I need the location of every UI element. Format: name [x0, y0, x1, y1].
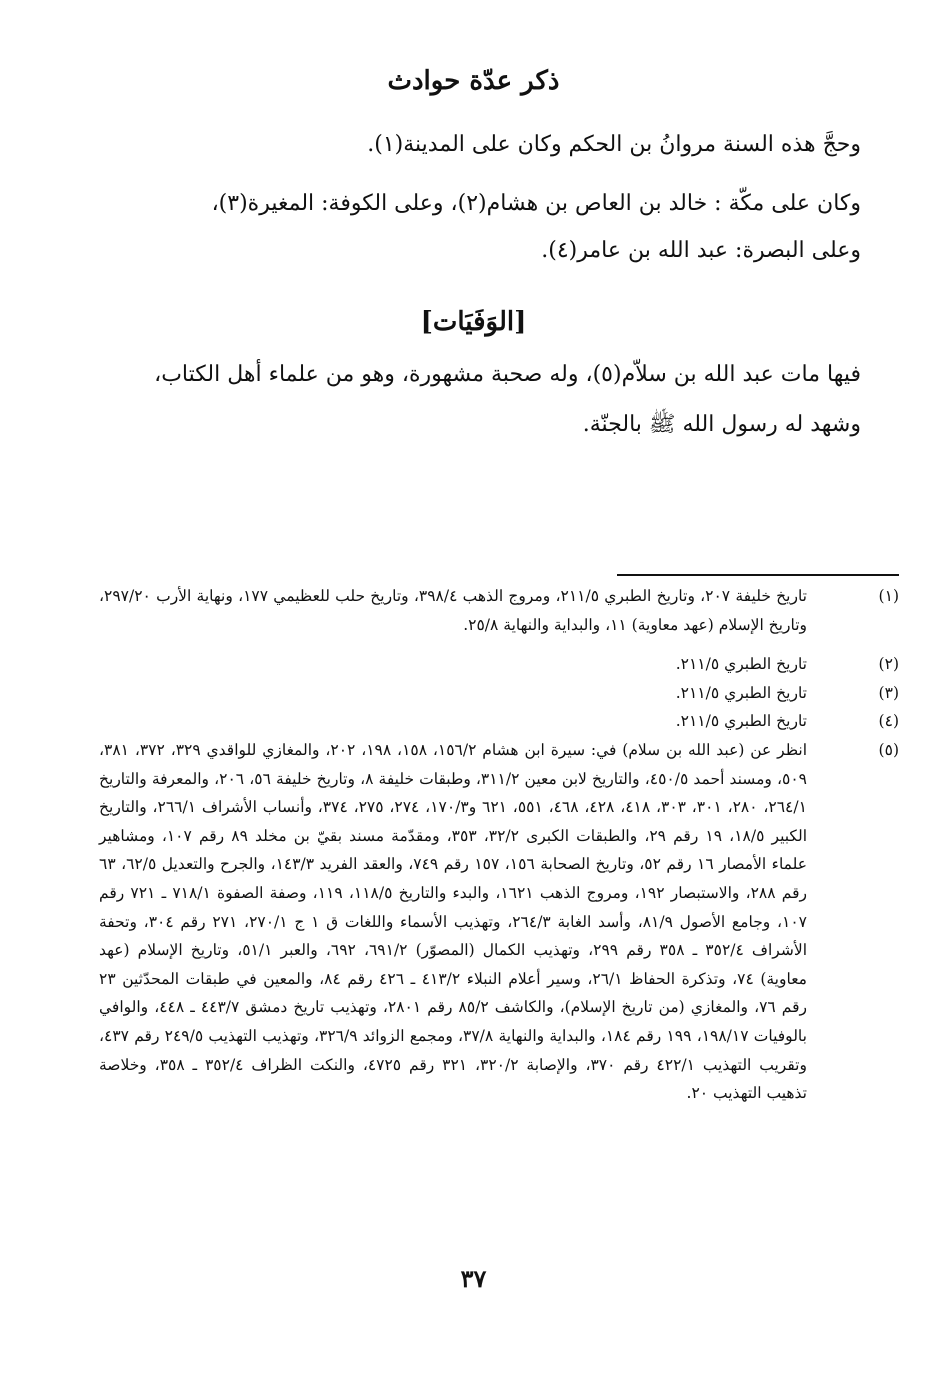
footnote-number: (٤)	[878, 712, 899, 731]
footnote-1	[99, 582, 899, 639]
footnote-5	[99, 736, 899, 1108]
footnote-number: (٣)	[878, 683, 899, 702]
section-line-1: فيها مات عبد الله بن سلاّم(٥)، وله صحبة مشهورة، وهو من علماء أهل الكتاب،	[154, 362, 861, 387]
footnote-text: تاريخ الطبري ٢١١/٥.	[675, 683, 807, 702]
body-line-1: وحجَّ هذه السنة مروانُ بن الحكم وكان على المدينة(١).	[367, 132, 861, 157]
section-line-2: وشهد له رسول الله ﷺ بالجنّة.	[582, 412, 861, 437]
page-number: ٣٧	[460, 1264, 487, 1293]
footnote-4	[99, 707, 899, 736]
footnotes	[99, 582, 899, 1108]
body-line-2: وكان على مكّة : خالد بن العاص بن هشام(٢)، وعلى الكوفة: المغيرة(٣)،	[211, 191, 861, 216]
footnote-number: (١)	[878, 587, 899, 605]
body-line-3: وعلى البصرة: عبد الله بن عامر(٤).	[541, 238, 861, 263]
footnote-number: (٢)	[878, 655, 899, 674]
chapter-heading: ذكر عدّة حوادث	[387, 66, 560, 96]
section-heading: [الوَفَيَات]	[420, 307, 527, 337]
footnote-divider	[617, 574, 899, 576]
footnote-text: تاريخ الطبري ٢١١/٥.	[675, 712, 807, 731]
footnote-text: تاريخ خليفة ٢٠٧، وتاريخ الطبري ٢١١/٥، ومروج الذهب ٣٩٨/٤، وتاريخ حلب للعظيمي ١٧٧، ونهاية الأرب ٢٩٧/٢٠، وتاريخ الإسلام (عهد معاوية) ١١، والبداية والنهاية ٢٥/٨.	[99, 587, 807, 634]
footnote-3	[99, 679, 899, 708]
footnote-text: انظر عن (عبد الله بن سلام) في: سيرة ابن هشام ١٥٦/٢، ١٥٨، ١٩٨، ٢٠٢، والمغازي للواقدي ٣٢٩، ٣٧٢، ٣٨١، ٥٠٩، ومسند أحمد ٤٥٠/٥، والتاريخ لابن معين ٣١١/٢، وطبقات خليفة ٨، وتاريخ خليفة ٥٦، ٢٠٦، والمعرفة والتاريخ ٢٦٤/١، ٢٨٠، ٣٠١، ٣٠٣، ٤١٨، ٤٢٨، ٤٦٨، ٥٥١، ٦٢١ و١٧٠/٣، ٢٧٤، ٢٧٥، ٣٧٤، وأنساب الأشراف ٢٦٦/١، والتاريخ الكبير ١٨/٥، ١٩ رقم ٢٩، والطبقات الكبرى ٣٢/٢، ٣٥٣، ومقدّمة مسند بقيّ بن مخلد ٨٩ رقم ١٠٧، ومشاهير علماء الأمصار ١٦ رقم ٥٢، وتاريخ الصحابة ١٥٦، ١٥٧ رقم ٧٤٩، والعقد الفريد ١٤٣/٣، والجرح والتعديل ٦٢/٥، ٦٣ رقم ٢٨٨، والاستبصار ١٩٢، ومروج الذهب ١٦٢١، والبدء والتاريخ ١١٨/٥، ١١٩، وصفة الصفوة ٧١٨/١ ـ ٧٢١ رقم ١٠٧، وجامع الأصول ٨١/٩، وأسد الغابة ٢٦٤/٣، وتهذيب الأسماء واللغات ق ١ ج ٢٧٠/١، ٢٧١ رقم ٣٠٤، وتحفة الأشراف ٣٥٢/٤ ـ ٣٥٨ رقم ٢٩٩، وتهذيب الكمال (المصوّر) ٦٩١/٢، ٦٩٢، والعبر ٥١/١، وتاريخ الإسلام (عهد معاوية) ٧٤، وتذكرة الحفاظ ٢٦/١، وسير أعلام النبلاء ٤١٣/٢ ـ ٤٢٦ رقم ٨٤، والمعين في طبقات المحدّثين ٢٣ رقم ٧٦، والمغازي (من تاريخ الإسلام)، والكاشف ٨٥/٢ رقم ٢٨٠١، وتهذيب تاريخ دمشق ٤٤٣/٧ ـ ٤٤٨، والوافي بالوفيات ١٩٨/١٧، ١٩٩ رقم ١٨٤، والبداية والنهاية ٣٧/٨، ومجمع الزوائد ٣٢٦/٩، وتهذيب التهذيب ٢٤٩/٥ رقم ٤٣٧، وتقريب التهذيب ٤٢٢/١ رقم ٣٧٠، والإصابة ٣٢٠/٢، ٣٢١ رقم ٤٧٢٥، والنكت الظراف ٣٥٢/٤ ـ ٣٥٨، وخلاصة تذهيب التهذيب ٢٠.	[99, 740, 808, 1103]
footnote-number: (٥)	[878, 740, 899, 759]
footnote-2	[99, 650, 899, 679]
footnote-text: تاريخ الطبري ٢١١/٥.	[675, 655, 807, 674]
